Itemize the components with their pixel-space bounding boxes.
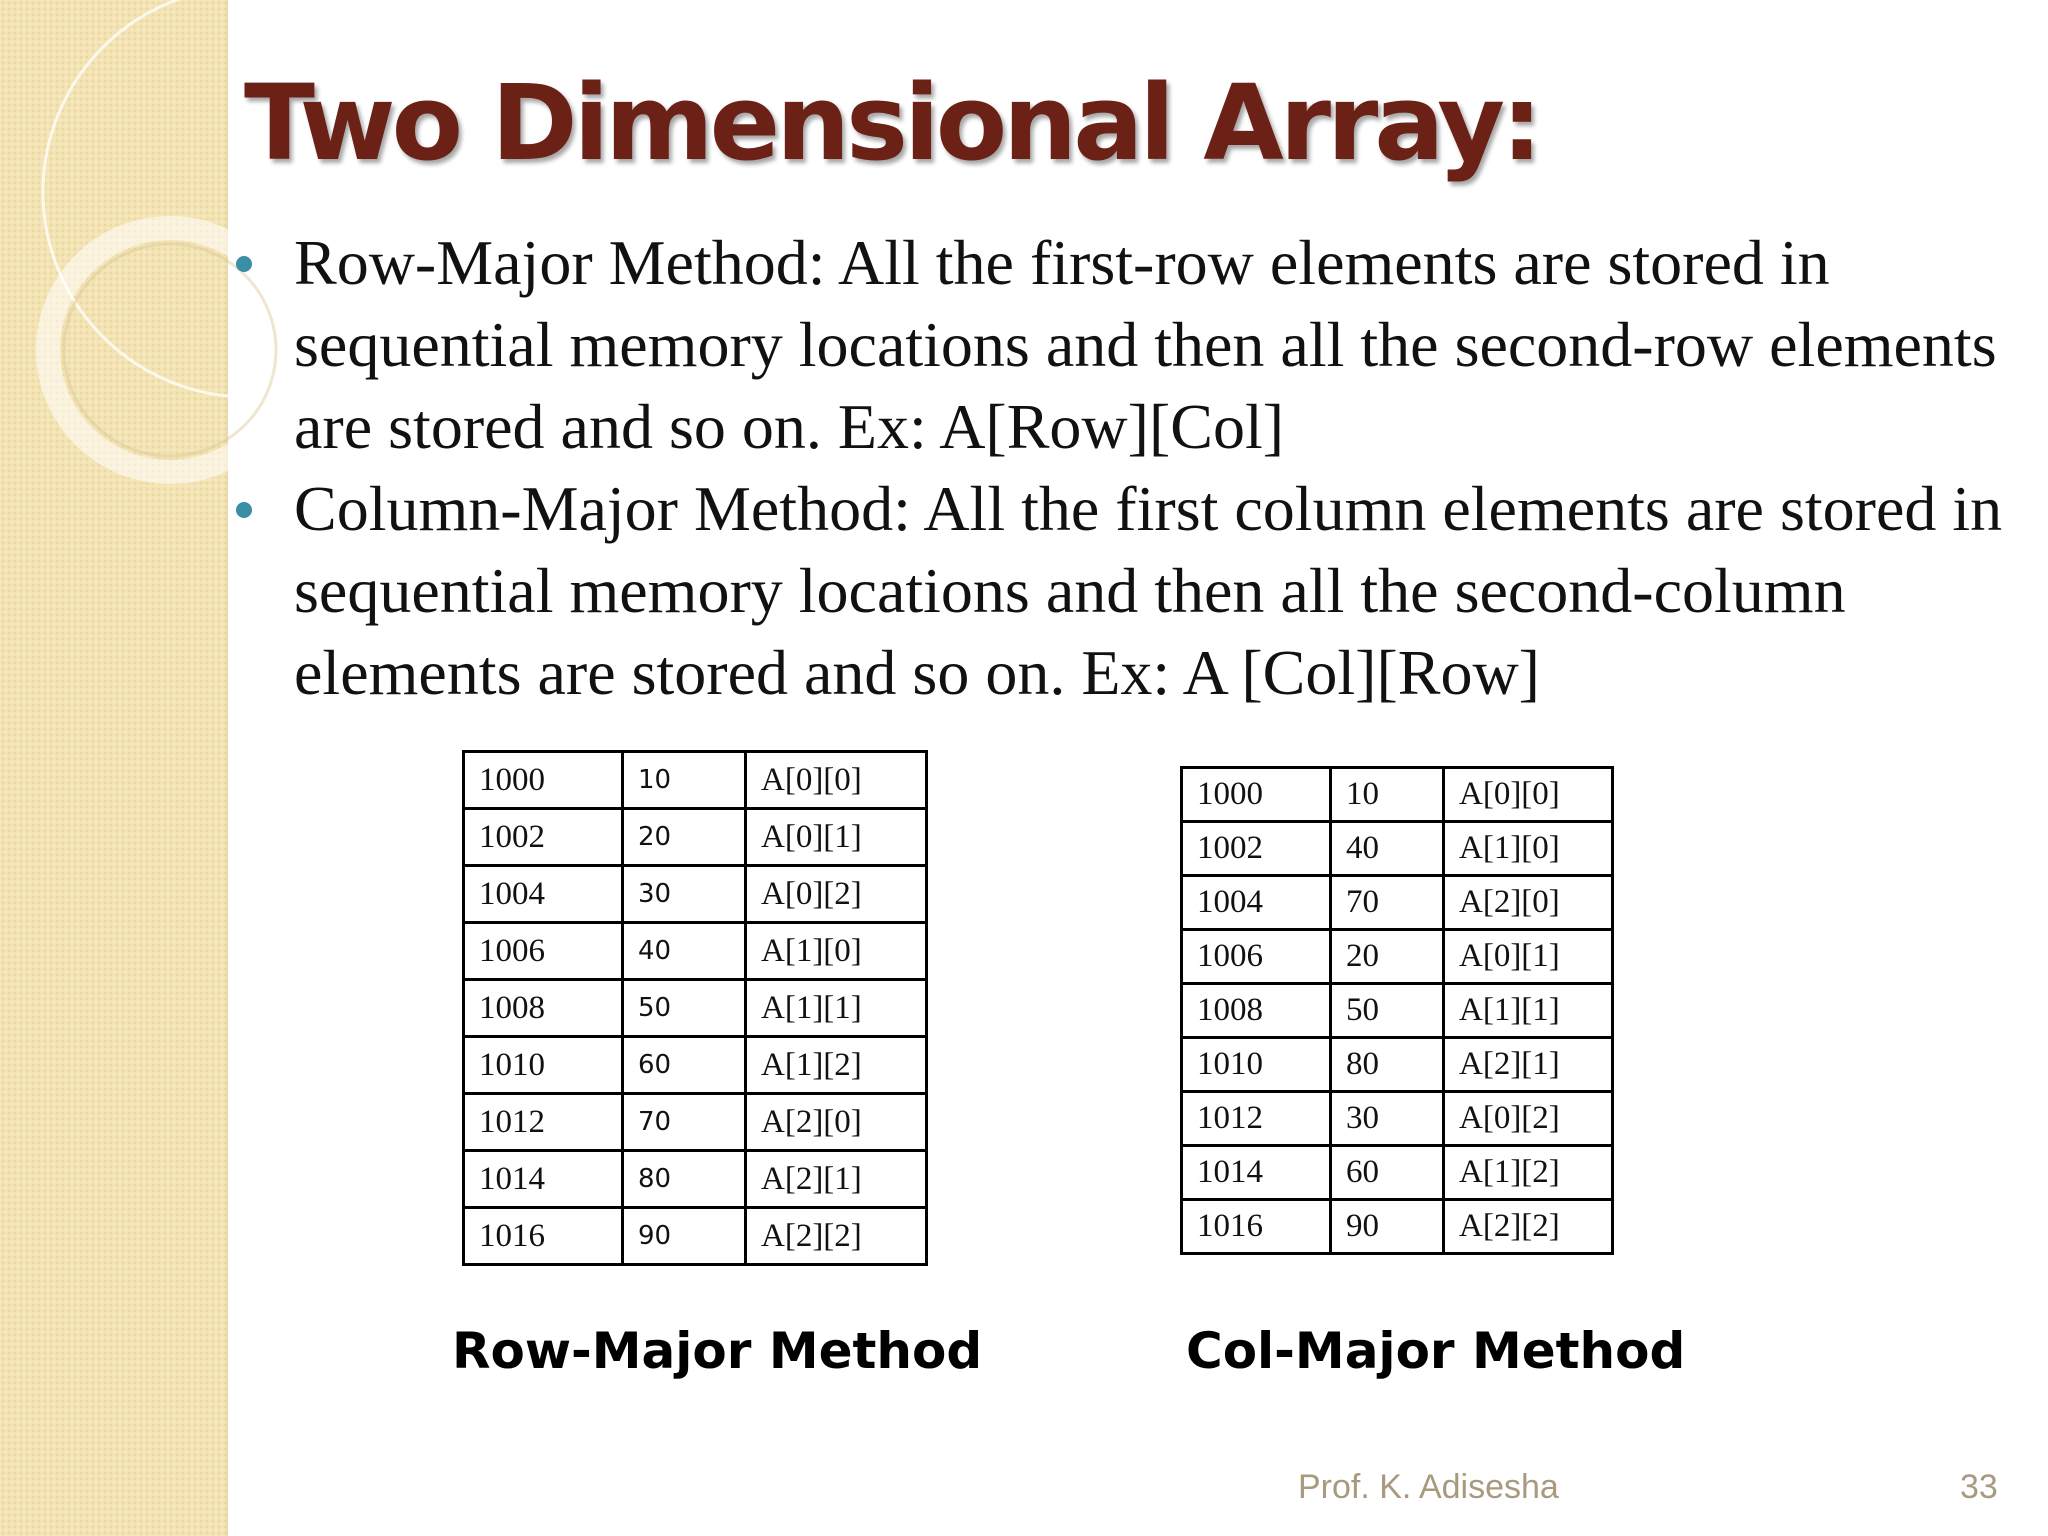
table-row <box>1182 1200 1613 1254</box>
table-row <box>1182 984 1613 1038</box>
slide-title: Two Dimensional Array: <box>244 62 1539 184</box>
bullet-text: Column-Major Method: All the first column elements are stored in sequential memory locations and then all the second-column elements are stored and so on. Ex: A [Col][Row] <box>294 473 2003 708</box>
address-cell: 1008 <box>464 980 623 1037</box>
table-row <box>464 923 927 980</box>
address-cell: 1010 <box>1182 1038 1331 1092</box>
value-cell: 80 <box>623 1151 746 1208</box>
element-cell: A[1][0] <box>746 923 927 980</box>
value-cell: 90 <box>1331 1200 1444 1254</box>
table-row <box>464 1151 927 1208</box>
table-row <box>464 809 927 866</box>
element-cell: A[1][2] <box>1444 1146 1613 1200</box>
element-cell: A[0][2] <box>746 866 927 923</box>
element-cell: A[0][0] <box>1444 768 1613 822</box>
element-cell: A[0][1] <box>1444 930 1613 984</box>
address-cell: 1012 <box>464 1094 623 1151</box>
bullet-list <box>236 222 2016 714</box>
table-row <box>1182 768 1613 822</box>
value-cell: 70 <box>623 1094 746 1151</box>
bullet-text: Row-Major Method: All the first-row elements are stored in sequential memory locations and then all the second-row elements are stored and so on. Ex: A[Row][Col] <box>294 227 1997 462</box>
address-cell: 1004 <box>1182 876 1331 930</box>
address-cell: 1016 <box>464 1208 623 1265</box>
address-cell: 1002 <box>1182 822 1331 876</box>
value-cell: 10 <box>1331 768 1444 822</box>
address-cell: 1016 <box>1182 1200 1331 1254</box>
address-cell: 1014 <box>1182 1146 1331 1200</box>
table-row <box>464 980 927 1037</box>
value-cell: 60 <box>1331 1146 1444 1200</box>
table-row <box>464 1037 927 1094</box>
value-cell: 30 <box>1331 1092 1444 1146</box>
element-cell: A[2][1] <box>1444 1038 1613 1092</box>
element-cell: A[0][0] <box>746 752 927 809</box>
value-cell: 30 <box>623 866 746 923</box>
value-cell: 50 <box>623 980 746 1037</box>
value-cell: 20 <box>1331 930 1444 984</box>
element-cell: A[2][1] <box>746 1151 927 1208</box>
row-major-caption: Row-Major Method <box>452 1322 983 1380</box>
col-major-table <box>1180 766 1614 1255</box>
value-cell: 90 <box>623 1208 746 1265</box>
table-row <box>1182 876 1613 930</box>
element-cell: A[2][0] <box>1444 876 1613 930</box>
value-cell: 70 <box>1331 876 1444 930</box>
address-cell: 1006 <box>464 923 623 980</box>
address-cell: 1002 <box>464 809 623 866</box>
value-cell: 50 <box>1331 984 1444 1038</box>
address-cell: 1010 <box>464 1037 623 1094</box>
element-cell: A[1][2] <box>746 1037 927 1094</box>
value-cell: 40 <box>1331 822 1444 876</box>
footer-author: Prof. K. Adisesha <box>1298 1468 1559 1506</box>
row-major-table <box>462 750 928 1266</box>
value-cell: 20 <box>623 809 746 866</box>
element-cell: A[2][2] <box>746 1208 927 1265</box>
table-row <box>1182 1092 1613 1146</box>
address-cell: 1012 <box>1182 1092 1331 1146</box>
value-cell: 80 <box>1331 1038 1444 1092</box>
table-row <box>464 1208 927 1265</box>
address-cell: 1014 <box>464 1151 623 1208</box>
address-cell: 1008 <box>1182 984 1331 1038</box>
element-cell: A[1][0] <box>1444 822 1613 876</box>
page-number: 33 <box>1960 1468 1998 1506</box>
address-cell: 1006 <box>1182 930 1331 984</box>
bullet-dot-icon <box>236 502 252 518</box>
address-cell: 1004 <box>464 866 623 923</box>
table-row <box>464 1094 927 1151</box>
table-row <box>1182 822 1613 876</box>
table-row <box>464 866 927 923</box>
value-cell: 60 <box>623 1037 746 1094</box>
bullet-dot-icon <box>236 256 252 272</box>
element-cell: A[2][2] <box>1444 1200 1613 1254</box>
element-cell: A[0][1] <box>746 809 927 866</box>
table-row <box>1182 1038 1613 1092</box>
element-cell: A[0][2] <box>1444 1092 1613 1146</box>
table-row <box>1182 930 1613 984</box>
col-major-caption: Col-Major Method <box>1186 1322 1686 1380</box>
value-cell: 10 <box>623 752 746 809</box>
element-cell: A[1][1] <box>1444 984 1613 1038</box>
element-cell: A[2][0] <box>746 1094 927 1151</box>
bullet-column-major <box>236 468 2016 714</box>
table-row <box>1182 1146 1613 1200</box>
table-row <box>464 752 927 809</box>
value-cell: 40 <box>623 923 746 980</box>
address-cell: 1000 <box>1182 768 1331 822</box>
address-cell: 1000 <box>464 752 623 809</box>
element-cell: A[1][1] <box>746 980 927 1037</box>
bullet-row-major <box>236 222 2016 468</box>
